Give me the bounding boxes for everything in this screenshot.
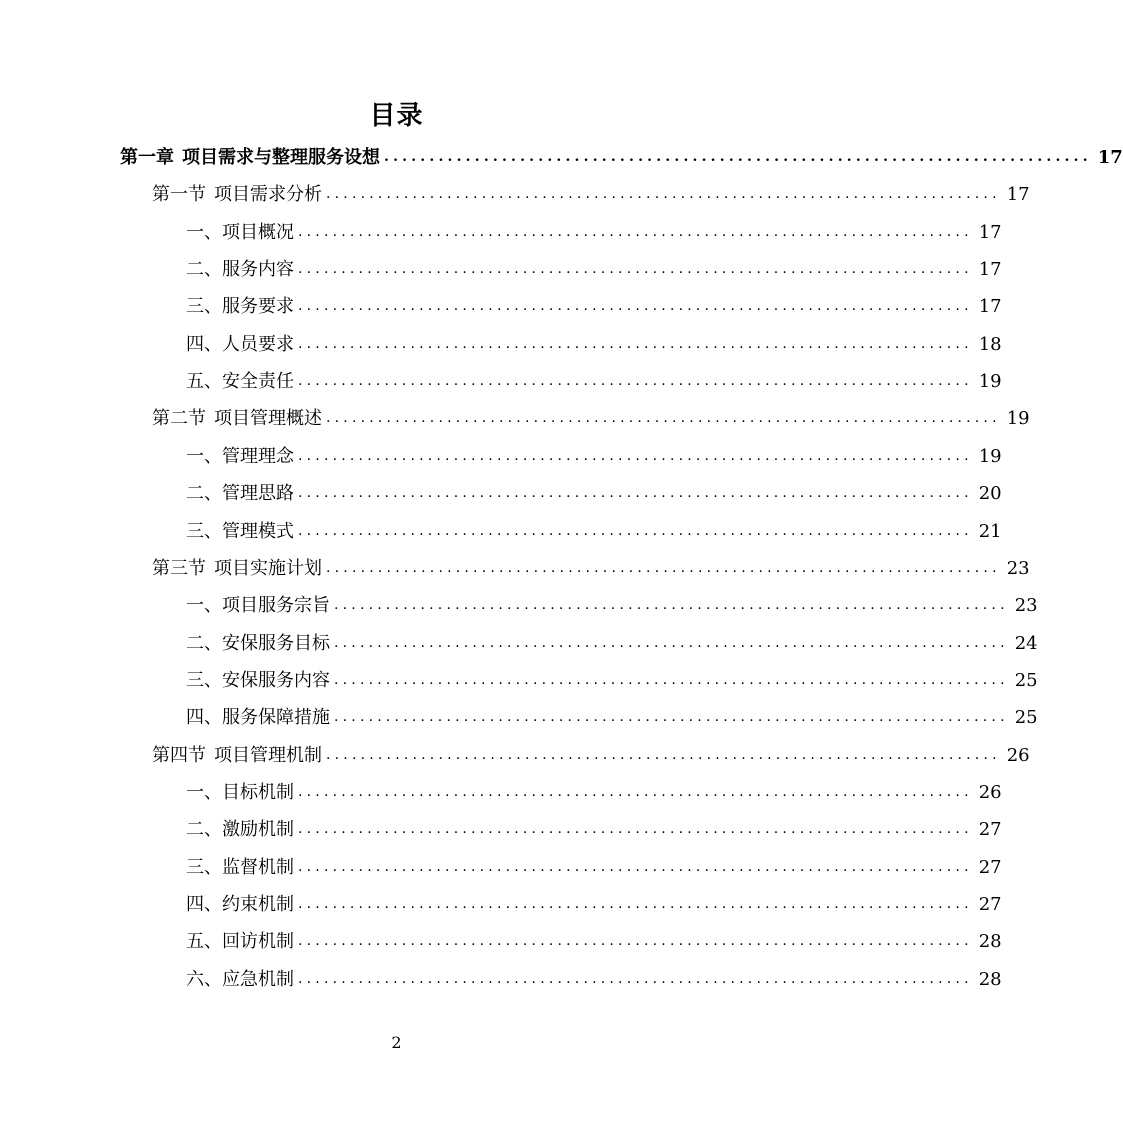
toc-entry-label bbox=[186, 811, 298, 848]
toc-entry-label bbox=[186, 288, 298, 325]
toc-entry-title: 服务保障措施 bbox=[222, 707, 330, 728]
toc-entry-page: 28 bbox=[978, 931, 1002, 952]
toc-entry-title: 项目实施计划 bbox=[214, 558, 322, 579]
toc-entry-number: 四、 bbox=[186, 707, 222, 728]
toc-entry-title: 激励机制 bbox=[222, 819, 294, 840]
toc-entry-number: 三、 bbox=[186, 521, 222, 542]
toc-entry[interactable] bbox=[186, 811, 1002, 848]
toc-entry-title: 服务要求 bbox=[222, 296, 294, 317]
toc-entry-page: 23 bbox=[1006, 558, 1030, 579]
toc-entry-page: 20 bbox=[978, 483, 1002, 504]
toc-entry-label bbox=[186, 849, 298, 886]
toc-entry[interactable] bbox=[186, 662, 1038, 699]
toc-entry-page: 26 bbox=[978, 782, 1002, 803]
page-number: 2 bbox=[391, 1033, 402, 1052]
toc-entry[interactable] bbox=[186, 438, 1002, 475]
toc-entry-page: 17 bbox=[978, 259, 1002, 280]
toc-entry-page: 28 bbox=[978, 969, 1002, 990]
toc-entry-page: 26 bbox=[1006, 745, 1030, 766]
toc-dot-leader: .............................................................................. bbox=[326, 560, 1001, 576]
toc-entry-page: 21 bbox=[978, 521, 1002, 542]
toc-entry[interactable] bbox=[152, 737, 1030, 774]
toc-entry-title: 项目需求与整理服务设想 bbox=[182, 147, 380, 168]
toc-entry-title: 项目管理机制 bbox=[214, 745, 322, 766]
toc-dot-leader: .............................................................................. bbox=[298, 485, 973, 501]
toc-entry-label bbox=[152, 400, 326, 437]
toc-entry-title: 目标机制 bbox=[222, 782, 294, 803]
toc-entry-page: 23 bbox=[1014, 595, 1038, 616]
toc-entry-title: 应急机制 bbox=[222, 969, 294, 990]
toc-entry[interactable] bbox=[186, 513, 1002, 550]
toc-dot-leader: .............................................................................. bbox=[298, 859, 973, 875]
toc-entry-number: 四、 bbox=[186, 334, 222, 355]
toc-entry[interactable] bbox=[186, 923, 1002, 960]
toc-dot-leader: .............................................................................. bbox=[298, 336, 973, 352]
toc-entry-number: 五、 bbox=[186, 371, 222, 392]
toc-entry[interactable] bbox=[152, 176, 1030, 213]
toc-entry[interactable] bbox=[152, 550, 1030, 587]
toc-entry-number: 第三节 bbox=[152, 558, 206, 579]
toc-entry[interactable] bbox=[186, 288, 1002, 325]
toc-entry-number: 一、 bbox=[186, 595, 222, 616]
toc-entry-title: 安保服务目标 bbox=[222, 633, 330, 654]
toc-entry[interactable] bbox=[186, 699, 1038, 736]
toc-entry-page: 24 bbox=[1014, 633, 1038, 654]
toc-entry-title: 管理思路 bbox=[222, 483, 294, 504]
toc-entry-title: 项目需求分析 bbox=[214, 184, 322, 205]
toc-entry[interactable] bbox=[186, 326, 1002, 363]
toc-entry-label bbox=[186, 251, 298, 288]
toc-entry-page: 18 bbox=[978, 334, 1002, 355]
toc-dot-leader: .............................................................................. bbox=[298, 373, 973, 389]
toc-entry-page: 17 bbox=[1097, 147, 1123, 168]
toc-entry[interactable] bbox=[186, 363, 1002, 400]
toc-dot-leader: .............................................................................. bbox=[298, 933, 973, 949]
toc-entry-title: 项目管理概述 bbox=[214, 408, 322, 429]
toc-entry-page: 17 bbox=[978, 296, 1002, 317]
toc-entry-number: 二、 bbox=[186, 259, 222, 280]
toc-dot-leader: .............................................................................. bbox=[326, 410, 1001, 426]
toc-dot-leader: .............................................................................. bbox=[298, 896, 973, 912]
toc-title: 目录 bbox=[369, 101, 424, 131]
toc-entry-number: 第四节 bbox=[152, 745, 206, 766]
toc-entry[interactable] bbox=[152, 400, 1030, 437]
toc-entry[interactable] bbox=[186, 251, 1002, 288]
toc-entry-page: 27 bbox=[978, 857, 1002, 878]
toc-entry-title: 监督机制 bbox=[222, 857, 294, 878]
toc-entry-page: 17 bbox=[1006, 184, 1030, 205]
toc-entry-title: 管理理念 bbox=[222, 446, 294, 467]
toc-entry-number: 一、 bbox=[186, 446, 222, 467]
toc-entry-page: 17 bbox=[978, 222, 1002, 243]
toc-entry-page: 25 bbox=[1014, 670, 1038, 691]
toc-entry-number: 三、 bbox=[186, 296, 222, 317]
toc-entry-title: 安保服务内容 bbox=[222, 670, 330, 691]
toc-entry-page: 19 bbox=[978, 371, 1002, 392]
toc-entry-label bbox=[186, 214, 298, 251]
toc-entry-title: 项目服务宗旨 bbox=[222, 595, 330, 616]
toc-entry-number: 一、 bbox=[186, 222, 222, 243]
toc-dot-leader: .............................................................................. bbox=[298, 784, 973, 800]
toc-entry-number: 二、 bbox=[186, 483, 222, 504]
toc-entry-number: 第一节 bbox=[152, 184, 206, 205]
toc-entry-label bbox=[186, 326, 298, 363]
toc-entry-label bbox=[186, 662, 334, 699]
toc-dot-leader: .............................................................................. bbox=[384, 149, 1092, 165]
toc-entry-label bbox=[186, 475, 298, 512]
toc-dot-leader: .............................................................................. bbox=[298, 971, 973, 987]
toc-entry-page: 27 bbox=[978, 819, 1002, 840]
toc-entry-page: 19 bbox=[1006, 408, 1030, 429]
toc-dot-leader: .............................................................................. bbox=[326, 186, 1001, 202]
toc-dot-leader: .............................................................................. bbox=[334, 635, 1009, 651]
toc-entry-number: 二、 bbox=[186, 819, 222, 840]
toc-entry-title: 项目概况 bbox=[222, 222, 294, 243]
toc-entry-number: 三、 bbox=[186, 670, 222, 691]
toc-entry-number: 六、 bbox=[186, 969, 222, 990]
toc-entry-title: 回访机制 bbox=[222, 931, 294, 952]
toc-entry-number: 一、 bbox=[186, 782, 222, 803]
toc-entry[interactable] bbox=[186, 587, 1038, 624]
toc-entry-number: 第一章 bbox=[120, 147, 174, 168]
toc-entry-page: 25 bbox=[1014, 707, 1038, 728]
toc-dot-leader: .............................................................................. bbox=[334, 709, 1009, 725]
toc-entry-label bbox=[152, 550, 326, 587]
toc-entry-label bbox=[186, 961, 298, 998]
toc-entry-page: 19 bbox=[978, 446, 1002, 467]
toc-dot-leader: .............................................................................. bbox=[298, 224, 973, 240]
toc-entry[interactable] bbox=[186, 475, 1002, 512]
toc-dot-leader: .............................................................................. bbox=[298, 261, 973, 277]
toc-entry-label bbox=[186, 625, 334, 662]
toc-entry-label bbox=[186, 587, 334, 624]
toc-entry-label bbox=[186, 438, 298, 475]
toc-entry-label bbox=[186, 363, 298, 400]
toc-entry-label bbox=[186, 699, 334, 736]
toc-dot-leader: .............................................................................. bbox=[334, 597, 1009, 613]
toc-entry-title: 安全责任 bbox=[222, 371, 294, 392]
toc-entry-title: 管理模式 bbox=[222, 521, 294, 542]
toc-dot-leader: .............................................................................. bbox=[326, 747, 1001, 763]
toc-entry-title: 约束机制 bbox=[222, 894, 294, 915]
toc-dot-leader: .............................................................................. bbox=[298, 448, 973, 464]
toc-entry[interactable] bbox=[186, 774, 1002, 811]
toc-entry-page: 27 bbox=[978, 894, 1002, 915]
toc-dot-leader: .............................................................................. bbox=[298, 523, 973, 539]
toc-entry[interactable] bbox=[120, 139, 1123, 176]
toc-entry-label bbox=[152, 737, 326, 774]
toc-entry-label bbox=[186, 774, 298, 811]
toc-dot-leader: .............................................................................. bbox=[298, 298, 973, 314]
toc-entry-label bbox=[152, 176, 326, 213]
toc-entry-number: 三、 bbox=[186, 857, 222, 878]
toc-entry[interactable] bbox=[186, 961, 1002, 998]
toc-entry[interactable] bbox=[186, 849, 1002, 886]
toc-entry[interactable] bbox=[186, 214, 1002, 251]
toc-dot-leader: .............................................................................. bbox=[334, 672, 1009, 688]
toc-entry-label bbox=[186, 513, 298, 550]
toc-entry-number: 二、 bbox=[186, 633, 222, 654]
toc-entry[interactable] bbox=[186, 886, 1002, 923]
toc-entry-number: 第二节 bbox=[152, 408, 206, 429]
toc-entry-label bbox=[120, 139, 384, 176]
toc-entry-number: 四、 bbox=[186, 894, 222, 915]
toc-entry-label bbox=[186, 886, 298, 923]
toc-dot-leader: .............................................................................. bbox=[298, 821, 973, 837]
toc-entry[interactable] bbox=[186, 625, 1038, 662]
toc-entry-title: 人员要求 bbox=[222, 334, 294, 355]
toc-entry-number: 五、 bbox=[186, 931, 222, 952]
toc-entry-title: 服务内容 bbox=[222, 259, 294, 280]
toc-entry-label bbox=[186, 923, 298, 960]
